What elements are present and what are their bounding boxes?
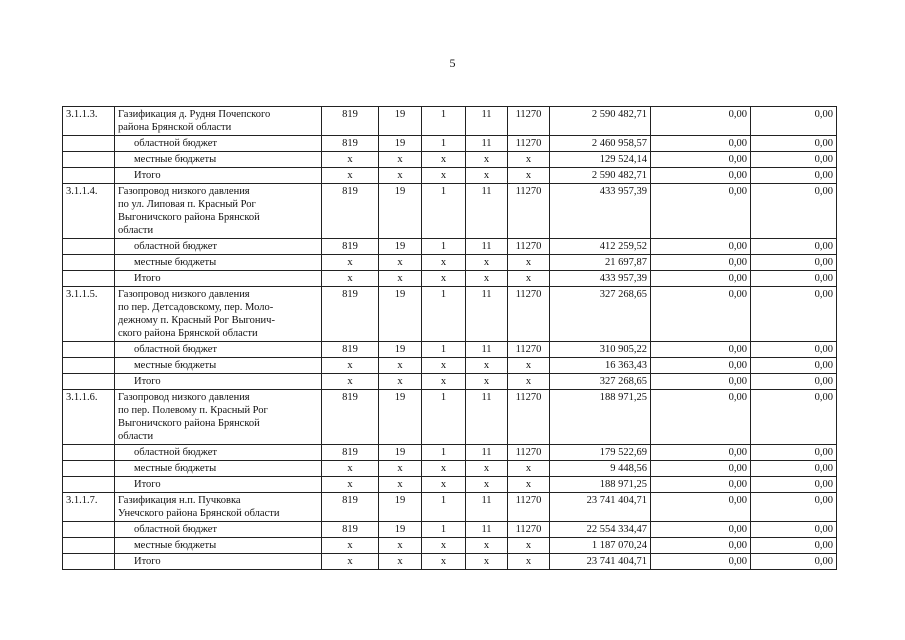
cell-amount: 16 363,43: [550, 358, 651, 374]
cell-item-code: [63, 239, 115, 255]
cell-value-1: 0,00: [651, 107, 751, 136]
cell-amount: 1 187 070,24: [550, 538, 651, 554]
cell-expense-code: 11270: [508, 239, 550, 255]
cell-amount: 2 590 482,71: [550, 168, 651, 184]
cell-expense-code: 11270: [508, 136, 550, 152]
table-row-subtotal: [63, 255, 837, 271]
cell-value-1: 0,00: [651, 374, 751, 390]
cell-amount: 22 554 334,47: [550, 522, 651, 538]
cell-item-code: [63, 342, 115, 358]
cell-admin-code: 819: [322, 184, 379, 239]
cell-expense-code: 11270: [508, 342, 550, 358]
cell-expense-code: 11270: [508, 287, 550, 342]
cell-value-1: 0,00: [651, 271, 751, 287]
cell-expense-code: x: [508, 461, 550, 477]
table-row-subtotal: [63, 136, 837, 152]
cell-value-2: 0,00: [751, 390, 837, 445]
cell-item-code: [63, 522, 115, 538]
cell-value-1: 0,00: [651, 477, 751, 493]
cell-subsection-code: x: [422, 271, 466, 287]
cell-item-name: областной бюджет: [115, 136, 322, 152]
cell-admin-code: x: [322, 271, 379, 287]
cell-item-name: местные бюджеты: [115, 538, 322, 554]
cell-value-2: 0,00: [751, 554, 837, 570]
cell-program-code: x: [466, 271, 508, 287]
cell-program-code: 11: [466, 239, 508, 255]
cell-value-1: 0,00: [651, 136, 751, 152]
cell-amount: 2 590 482,71: [550, 107, 651, 136]
cell-admin-code: 819: [322, 390, 379, 445]
cell-item-code: [63, 168, 115, 184]
cell-expense-code: x: [508, 374, 550, 390]
cell-item-name: областной бюджет: [115, 445, 322, 461]
table-row-item: [63, 107, 837, 136]
cell-subsection-code: x: [422, 554, 466, 570]
cell-program-code: 11: [466, 522, 508, 538]
cell-subsection-code: x: [422, 168, 466, 184]
cell-program-code: 11: [466, 390, 508, 445]
cell-value-2: 0,00: [751, 271, 837, 287]
cell-section-code: x: [379, 255, 422, 271]
cell-item-code: [63, 477, 115, 493]
cell-amount: 188 971,25: [550, 390, 651, 445]
cell-expense-code: 11270: [508, 390, 550, 445]
cell-value-2: 0,00: [751, 287, 837, 342]
cell-value-2: 0,00: [751, 152, 837, 168]
cell-amount: 433 957,39: [550, 184, 651, 239]
table-row-subtotal: [63, 239, 837, 255]
cell-section-code: x: [379, 477, 422, 493]
cell-expense-code: x: [508, 255, 550, 271]
cell-subsection-code: 1: [422, 390, 466, 445]
cell-program-code: x: [466, 374, 508, 390]
cell-program-code: x: [466, 554, 508, 570]
cell-value-2: 0,00: [751, 461, 837, 477]
cell-subsection-code: 1: [422, 239, 466, 255]
cell-program-code: 11: [466, 445, 508, 461]
cell-subsection-code: 1: [422, 184, 466, 239]
cell-admin-code: 819: [322, 522, 379, 538]
cell-expense-code: x: [508, 358, 550, 374]
cell-item-name: местные бюджеты: [115, 358, 322, 374]
cell-subsection-code: 1: [422, 342, 466, 358]
cell-expense-code: x: [508, 538, 550, 554]
budget-table: [62, 106, 837, 570]
cell-value-1: 0,00: [651, 461, 751, 477]
cell-amount: 310 905,22: [550, 342, 651, 358]
cell-amount: 23 741 404,71: [550, 493, 651, 522]
cell-section-code: 19: [379, 522, 422, 538]
cell-section-code: x: [379, 271, 422, 287]
cell-value-1: 0,00: [651, 554, 751, 570]
cell-item-code: [63, 358, 115, 374]
cell-section-code: x: [379, 554, 422, 570]
cell-value-1: 0,00: [651, 358, 751, 374]
cell-item-name: местные бюджеты: [115, 152, 322, 168]
cell-item-name: Газопровод низкого давления по ул. Липовая п. Красный Рог Выгоничского района Брянской области: [115, 184, 322, 239]
cell-section-code: 19: [379, 107, 422, 136]
cell-item-name: местные бюджеты: [115, 255, 322, 271]
cell-item-code: [63, 445, 115, 461]
cell-admin-code: x: [322, 554, 379, 570]
cell-value-2: 0,00: [751, 342, 837, 358]
cell-amount: 433 957,39: [550, 271, 651, 287]
cell-value-1: 0,00: [651, 287, 751, 342]
cell-section-code: 19: [379, 445, 422, 461]
cell-item-code: [63, 271, 115, 287]
table-row-item: [63, 493, 837, 522]
cell-subsection-code: x: [422, 152, 466, 168]
cell-item-name: Газификация д. Рудня Почепского района Брянской области: [115, 107, 322, 136]
cell-subsection-code: 1: [422, 445, 466, 461]
cell-amount: 23 741 404,71: [550, 554, 651, 570]
cell-program-code: 11: [466, 287, 508, 342]
cell-section-code: x: [379, 538, 422, 554]
cell-item-code: 3.1.1.5.: [63, 287, 115, 342]
cell-admin-code: x: [322, 461, 379, 477]
cell-item-code: [63, 255, 115, 271]
table-row-subtotal: [63, 538, 837, 554]
cell-value-1: 0,00: [651, 152, 751, 168]
table-row-subtotal: [63, 374, 837, 390]
cell-program-code: 11: [466, 184, 508, 239]
cell-item-code: [63, 461, 115, 477]
cell-value-2: 0,00: [751, 255, 837, 271]
cell-item-name: Итого: [115, 374, 322, 390]
cell-item-code: 3.1.1.6.: [63, 390, 115, 445]
cell-admin-code: 819: [322, 239, 379, 255]
cell-admin-code: x: [322, 152, 379, 168]
cell-admin-code: 819: [322, 493, 379, 522]
cell-admin-code: 819: [322, 287, 379, 342]
cell-amount: 129 524,14: [550, 152, 651, 168]
cell-amount: 21 697,87: [550, 255, 651, 271]
cell-expense-code: x: [508, 554, 550, 570]
cell-section-code: x: [379, 358, 422, 374]
cell-subsection-code: x: [422, 374, 466, 390]
cell-expense-code: 11270: [508, 184, 550, 239]
cell-value-2: 0,00: [751, 445, 837, 461]
cell-value-2: 0,00: [751, 184, 837, 239]
cell-value-1: 0,00: [651, 342, 751, 358]
cell-program-code: 11: [466, 493, 508, 522]
cell-subsection-code: 1: [422, 136, 466, 152]
table-row-subtotal: [63, 554, 837, 570]
cell-admin-code: 819: [322, 107, 379, 136]
table-row-item: [63, 184, 837, 239]
table-row-subtotal: [63, 477, 837, 493]
cell-program-code: 11: [466, 342, 508, 358]
cell-subsection-code: 1: [422, 107, 466, 136]
cell-item-code: [63, 554, 115, 570]
cell-subsection-code: 1: [422, 493, 466, 522]
cell-subsection-code: x: [422, 538, 466, 554]
cell-admin-code: x: [322, 358, 379, 374]
cell-value-1: 0,00: [651, 184, 751, 239]
cell-value-2: 0,00: [751, 358, 837, 374]
cell-program-code: 11: [466, 107, 508, 136]
cell-item-name: Итого: [115, 554, 322, 570]
cell-item-code: [63, 538, 115, 554]
cell-program-code: x: [466, 538, 508, 554]
cell-item-code: 3.1.1.3.: [63, 107, 115, 136]
cell-admin-code: x: [322, 374, 379, 390]
cell-item-name: местные бюджеты: [115, 461, 322, 477]
cell-admin-code: x: [322, 477, 379, 493]
cell-section-code: x: [379, 168, 422, 184]
cell-value-2: 0,00: [751, 493, 837, 522]
cell-subsection-code: x: [422, 255, 466, 271]
cell-expense-code: x: [508, 152, 550, 168]
cell-section-code: 19: [379, 493, 422, 522]
cell-amount: 9 448,56: [550, 461, 651, 477]
cell-program-code: x: [466, 358, 508, 374]
cell-item-name: Итого: [115, 168, 322, 184]
table-row-subtotal: [63, 152, 837, 168]
cell-section-code: 19: [379, 287, 422, 342]
cell-value-1: 0,00: [651, 168, 751, 184]
cell-value-1: 0,00: [651, 255, 751, 271]
cell-value-1: 0,00: [651, 493, 751, 522]
cell-value-2: 0,00: [751, 374, 837, 390]
cell-value-2: 0,00: [751, 136, 837, 152]
cell-section-code: 19: [379, 136, 422, 152]
cell-subsection-code: x: [422, 358, 466, 374]
cell-expense-code: 11270: [508, 493, 550, 522]
cell-value-2: 0,00: [751, 239, 837, 255]
table-row-subtotal: [63, 271, 837, 287]
cell-amount: 412 259,52: [550, 239, 651, 255]
cell-subsection-code: x: [422, 461, 466, 477]
cell-amount: 327 268,65: [550, 374, 651, 390]
cell-value-2: 0,00: [751, 522, 837, 538]
cell-value-1: 0,00: [651, 239, 751, 255]
cell-admin-code: 819: [322, 445, 379, 461]
cell-section-code: x: [379, 374, 422, 390]
cell-item-name: Газопровод низкого давления по пер. Полевому п. Красный Рог Выгоничского района Брянской области: [115, 390, 322, 445]
cell-program-code: x: [466, 461, 508, 477]
cell-value-1: 0,00: [651, 445, 751, 461]
cell-program-code: x: [466, 255, 508, 271]
cell-amount: 327 268,65: [550, 287, 651, 342]
cell-value-2: 0,00: [751, 107, 837, 136]
table-row-subtotal: [63, 358, 837, 374]
cell-item-code: [63, 374, 115, 390]
cell-item-name: Итого: [115, 477, 322, 493]
cell-item-name: областной бюджет: [115, 342, 322, 358]
page-number: 5: [449, 56, 456, 70]
cell-section-code: x: [379, 152, 422, 168]
cell-item-name: областной бюджет: [115, 239, 322, 255]
cell-value-2: 0,00: [751, 538, 837, 554]
cell-item-name: Итого: [115, 271, 322, 287]
cell-value-1: 0,00: [651, 390, 751, 445]
cell-program-code: x: [466, 152, 508, 168]
cell-item-name: Газификация н.п. Пучковка Унечского района Брянской области: [115, 493, 322, 522]
table-row-item: [63, 287, 837, 342]
cell-subsection-code: 1: [422, 287, 466, 342]
table-row-subtotal: [63, 168, 837, 184]
cell-value-1: 0,00: [651, 538, 751, 554]
table-row-item: [63, 390, 837, 445]
cell-item-code: 3.1.1.4.: [63, 184, 115, 239]
table-row-subtotal: [63, 445, 837, 461]
cell-section-code: 19: [379, 239, 422, 255]
cell-section-code: 19: [379, 342, 422, 358]
cell-program-code: x: [466, 168, 508, 184]
cell-item-code: [63, 136, 115, 152]
table-row-subtotal: [63, 522, 837, 538]
cell-item-code: 3.1.1.7.: [63, 493, 115, 522]
cell-program-code: 11: [466, 136, 508, 152]
cell-item-name: областной бюджет: [115, 522, 322, 538]
cell-admin-code: 819: [322, 342, 379, 358]
cell-item-name: Газопровод низкого давления по пер. Детсадовскому, пер. Моло- дежному п. Красный Рог Выгонич- ского района Брянской области: [115, 287, 322, 342]
cell-admin-code: x: [322, 168, 379, 184]
cell-admin-code: 819: [322, 136, 379, 152]
budget-table-body: [63, 107, 837, 570]
cell-expense-code: 11270: [508, 445, 550, 461]
cell-admin-code: x: [322, 255, 379, 271]
cell-program-code: x: [466, 477, 508, 493]
cell-section-code: x: [379, 461, 422, 477]
cell-item-code: [63, 152, 115, 168]
cell-value-1: 0,00: [651, 522, 751, 538]
cell-admin-code: x: [322, 538, 379, 554]
cell-section-code: 19: [379, 184, 422, 239]
cell-expense-code: x: [508, 271, 550, 287]
cell-value-2: 0,00: [751, 168, 837, 184]
cell-amount: 179 522,69: [550, 445, 651, 461]
table-row-subtotal: [63, 461, 837, 477]
cell-amount: 2 460 958,57: [550, 136, 651, 152]
cell-subsection-code: 1: [422, 522, 466, 538]
cell-expense-code: 11270: [508, 522, 550, 538]
cell-amount: 188 971,25: [550, 477, 651, 493]
table-row-subtotal: [63, 342, 837, 358]
cell-expense-code: x: [508, 477, 550, 493]
cell-expense-code: 11270: [508, 107, 550, 136]
cell-expense-code: x: [508, 168, 550, 184]
cell-value-2: 0,00: [751, 477, 837, 493]
cell-subsection-code: x: [422, 477, 466, 493]
cell-section-code: 19: [379, 390, 422, 445]
